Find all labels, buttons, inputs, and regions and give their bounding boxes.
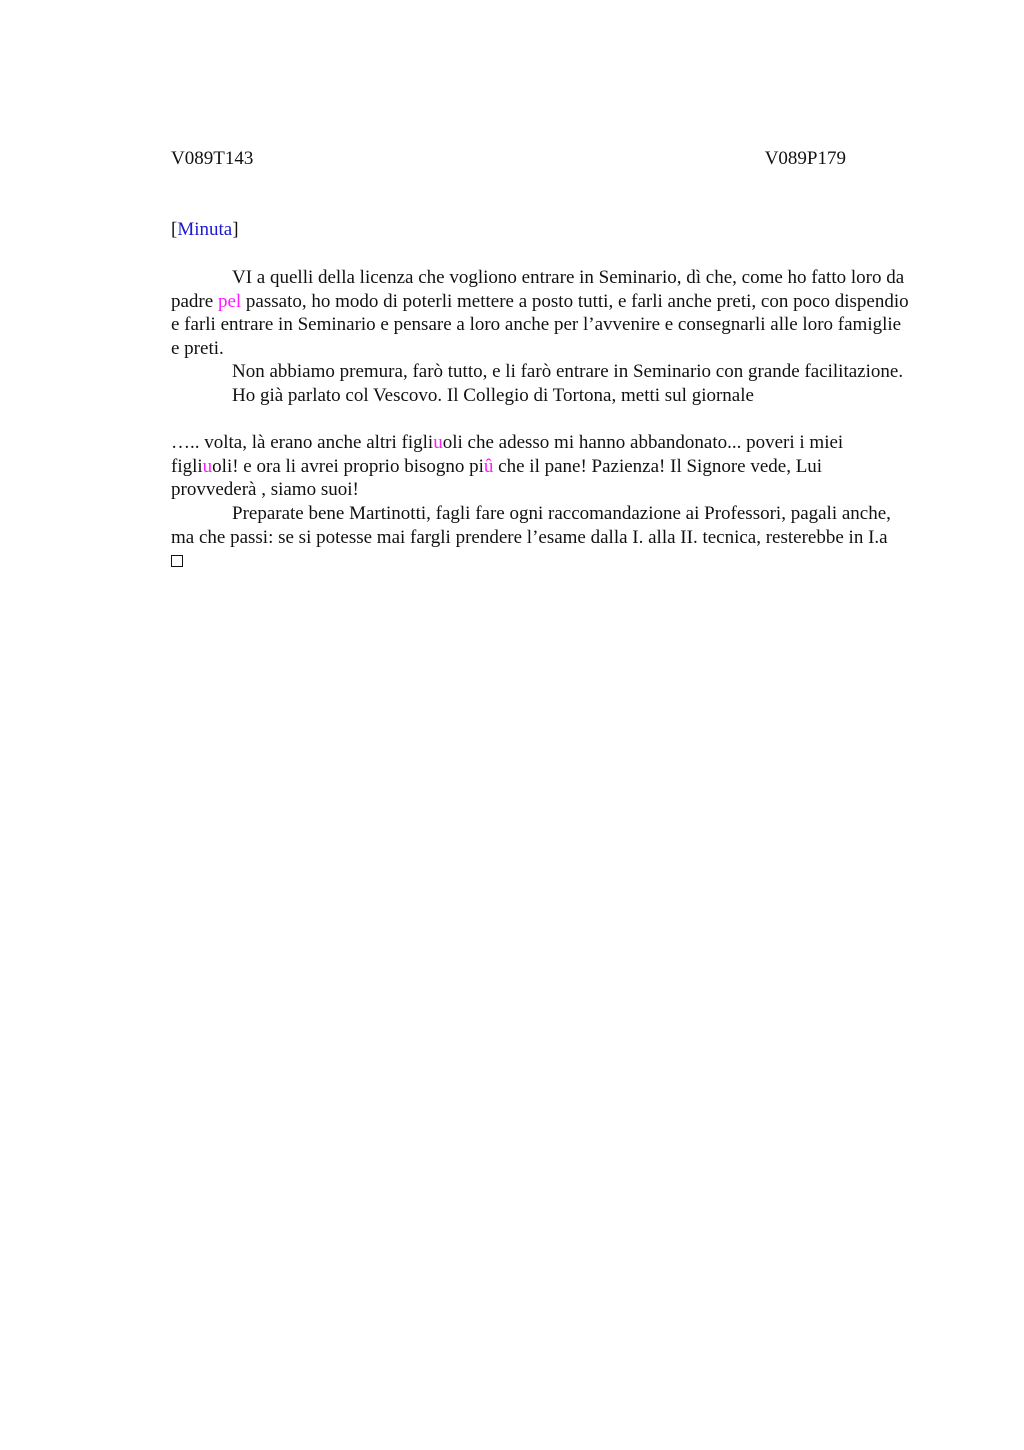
highlight-pel: pel xyxy=(217,290,242,312)
paragraph-4-part-c: oli che adesso mi hanno abbandonato... poveri i miei figli xyxy=(171,432,844,477)
paragraph-4 xyxy=(171,431,911,502)
paragraph-4-part-a: ….. volta, là erano anche altri figli xyxy=(171,432,434,454)
highlight-u-1: u xyxy=(433,432,443,454)
paragraph-2: Non abbiamo premura, farò tutto, e li farò entrare in Seminario con grande facilitazione. xyxy=(232,361,904,383)
paragraph-3: Ho già parlato col Vescovo. Il Collegio di Tortona, metti sul giornale xyxy=(232,384,754,406)
paragraph-gap xyxy=(171,408,911,432)
paragraph-5: Preparate bene Martinotti, fagli fare ogni raccomandazione ai Professori, pagali anche, ma che passi: se si potesse mai fargli prendere l’esame dalla I. alla II. tecnica, resterebbe in I.a xyxy=(171,502,891,548)
minuta-close-bracket: ] xyxy=(232,219,239,240)
paragraph-1-after: passato, ho modo di poterli mettere a posto tutti, e farli anche preti, con poco dispendio e farli entrare in Seminario e pensare a loro anche per l’avvenire e consegnarli alle loro famiglie e preti. xyxy=(171,290,909,359)
empty-box-icon xyxy=(171,555,183,567)
paragraph-1-before: VI a quelli della licenza che vogliono entrare in Seminario, dì che, come ho fatto loro da padre xyxy=(171,267,905,312)
minuta-open-bracket: [ xyxy=(171,219,178,240)
paragraph-4-part-e: oli! e ora li avrei proprio bisogno pi xyxy=(212,455,484,477)
minuta-label-line xyxy=(171,218,239,242)
end-marker xyxy=(171,549,911,574)
page-header xyxy=(171,147,846,171)
highlight-u-circumflex: û xyxy=(483,455,494,477)
minuta-label: Minuta xyxy=(177,219,233,240)
volume-reference-left: V089T143 xyxy=(171,148,254,169)
highlight-u-2: u xyxy=(202,455,213,477)
paragraph-1 xyxy=(171,266,911,360)
paragraph-4-part-g: che il pane! Pazienza! Il Signore vede, Lui provvederà , siamo suoi! xyxy=(171,455,823,501)
volume-reference-right: V089P179 xyxy=(764,148,846,169)
letter-body xyxy=(171,266,911,574)
